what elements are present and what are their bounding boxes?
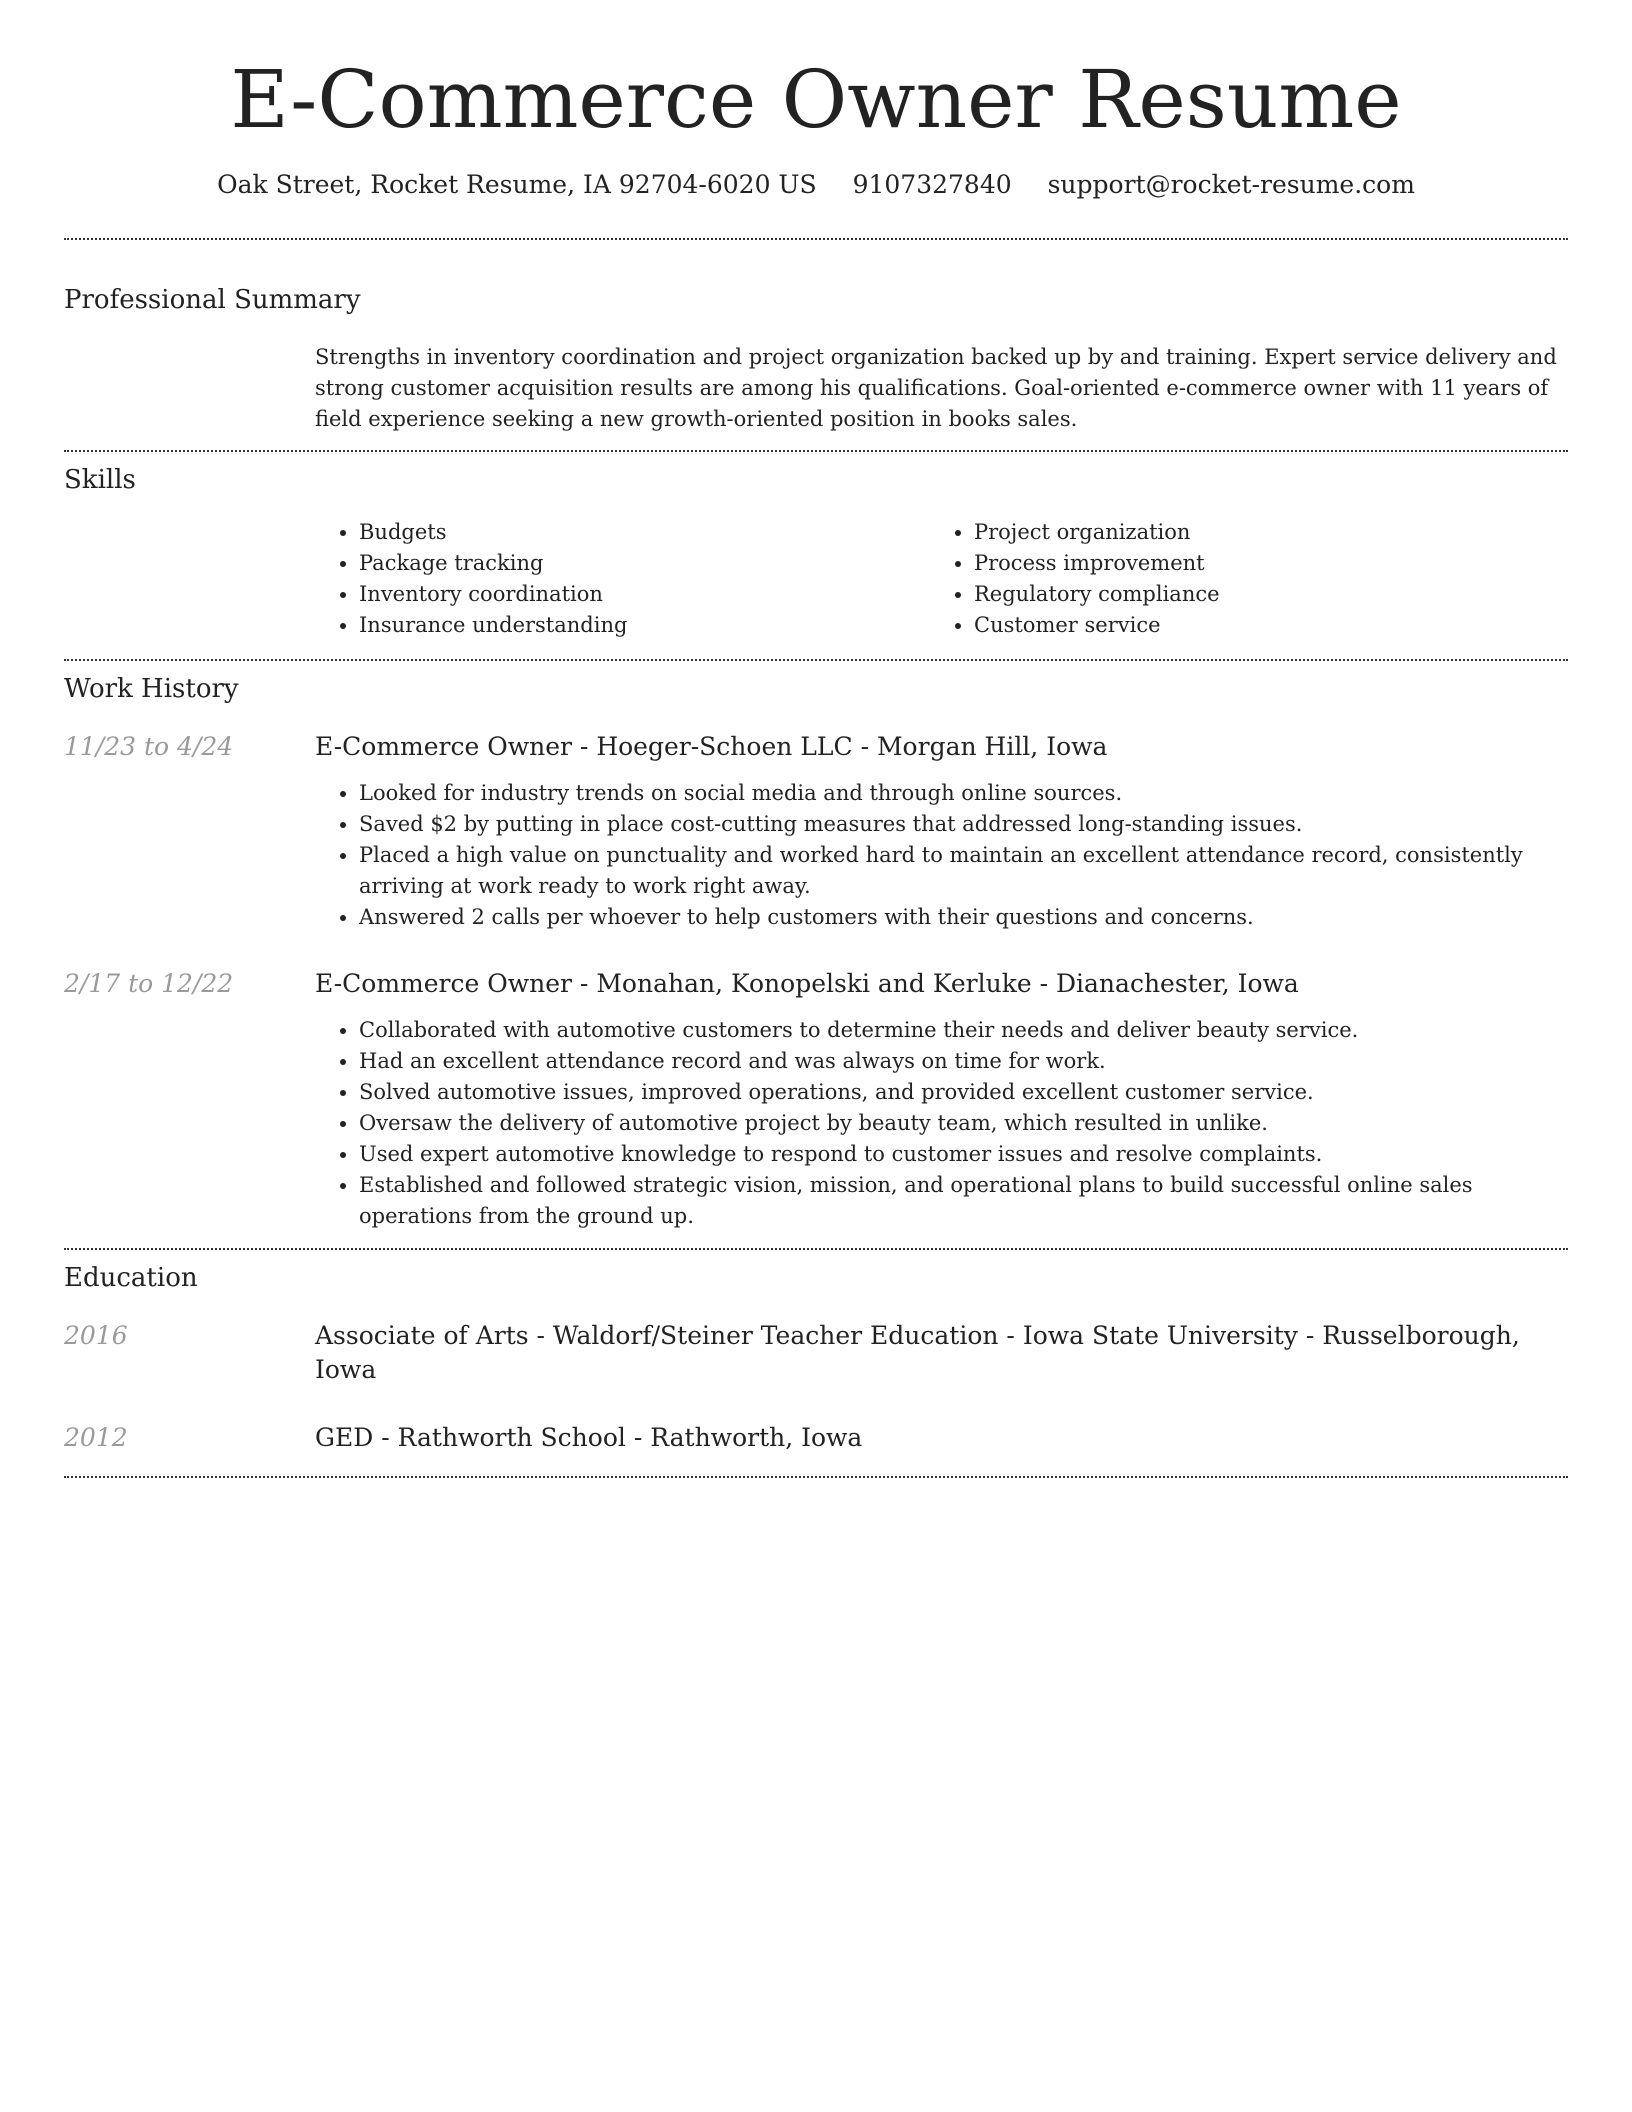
- job-bullet: • Collaborated with automotive customers to determine their needs and deliver beauty service.: [359, 1015, 1568, 1046]
- divider: [64, 659, 1568, 661]
- divider: [64, 238, 1568, 240]
- job-bullet: • Used expert automotive knowledge to respond to customer issues and resolve complaints.: [359, 1139, 1568, 1170]
- resume-page: [64, 0, 1568, 1478]
- contact-address: Oak Street, Rocket Resume, IA 92704-6020 US: [217, 170, 817, 199]
- divider: [64, 1248, 1568, 1250]
- summary-section: [64, 283, 1568, 435]
- skills-heading: Skills: [64, 465, 136, 495]
- job-bullet: • Placed a high value on punctuality and worked hard to maintain an excellent attendance record, consistently arriving at work ready to work right away.: [359, 840, 1568, 902]
- education-section: [64, 1261, 1568, 1455]
- education-entry: [64, 1421, 1568, 1455]
- skills-column-right: [930, 517, 1545, 641]
- skills-column-left: [315, 517, 930, 641]
- summary-text: Strengths in inventory coordination and project organization backed up by and training. Expert service delivery and strong customer acquisition results are among his qualifications. Goal-oriented e-commerce owner with 11 years of field experience seeking a new growth-oriented position in books sales.: [315, 345, 1557, 431]
- skills-list: [315, 517, 1568, 641]
- job-dates: 11/23 to 4/24: [64, 732, 234, 761]
- work-section: [64, 672, 1568, 1232]
- skills-section: [64, 463, 1568, 641]
- job-bullets: [315, 1015, 1568, 1232]
- education-year: 2012: [64, 1423, 128, 1452]
- job-bullet: • Established and followed strategic vision, mission, and operational plans to build successful online sales operations from the ground up.: [359, 1170, 1568, 1232]
- education-entry: [64, 1319, 1568, 1387]
- job-bullet: • Solved automotive issues, improved operations, and provided excellent customer service.: [359, 1077, 1568, 1108]
- skill-item: • Inventory coordination: [359, 579, 930, 610]
- job-title: E-Commerce Owner - Hoeger-Schoen LLC - Morgan Hill, Iowa: [315, 732, 1108, 761]
- contact-line: [64, 168, 1568, 202]
- job-bullet: • Answered 2 calls per whoever to help customers with their questions and concerns.: [359, 902, 1568, 933]
- job-bullet: • Had an excellent attendance record and was always on time for work.: [359, 1046, 1568, 1077]
- resume-title: E-Commerce Owner Resume: [230, 53, 1402, 146]
- education-text: Associate of Arts - Waldorf/Steiner Teacher Education - Iowa State University - Russelborough, Iowa: [315, 1321, 1520, 1384]
- skill-item: • Customer service: [974, 610, 1545, 641]
- skill-item: • Budgets: [359, 517, 930, 548]
- skill-item: • Insurance understanding: [359, 610, 930, 641]
- job-bullets: [315, 778, 1568, 933]
- work-heading: Work History: [64, 674, 239, 704]
- skill-item: • Regulatory compliance: [974, 579, 1545, 610]
- job-entry: [64, 967, 1568, 1232]
- job-bullet: • Saved $2 by putting in place cost-cutting measures that addressed long-standing issues.: [359, 809, 1568, 840]
- divider: [64, 450, 1568, 452]
- job-bullet: • Oversaw the delivery of automotive project by beauty team, which resulted in unlike.: [359, 1108, 1568, 1139]
- divider: [64, 1476, 1568, 1478]
- skill-item: • Process improvement: [974, 548, 1545, 579]
- job-title: E-Commerce Owner - Monahan, Konopelski and Kerluke - Dianachester, Iowa: [315, 969, 1299, 998]
- job-entry: [64, 730, 1568, 933]
- contact-email: support@rocket-resume.com: [1047, 170, 1415, 199]
- job-bullet: • Looked for industry trends on social media and through online sources.: [359, 778, 1568, 809]
- education-year: 2016: [64, 1321, 128, 1350]
- skill-item: • Package tracking: [359, 548, 930, 579]
- job-dates: 2/17 to 12/22: [64, 969, 234, 998]
- education-heading: Education: [64, 1263, 198, 1293]
- skill-item: • Project organization: [974, 517, 1545, 548]
- summary-heading: Professional Summary: [64, 285, 361, 315]
- education-text: GED - Rathworth School - Rathworth, Iowa: [315, 1423, 863, 1452]
- contact-phone: 9107327840: [852, 170, 1012, 199]
